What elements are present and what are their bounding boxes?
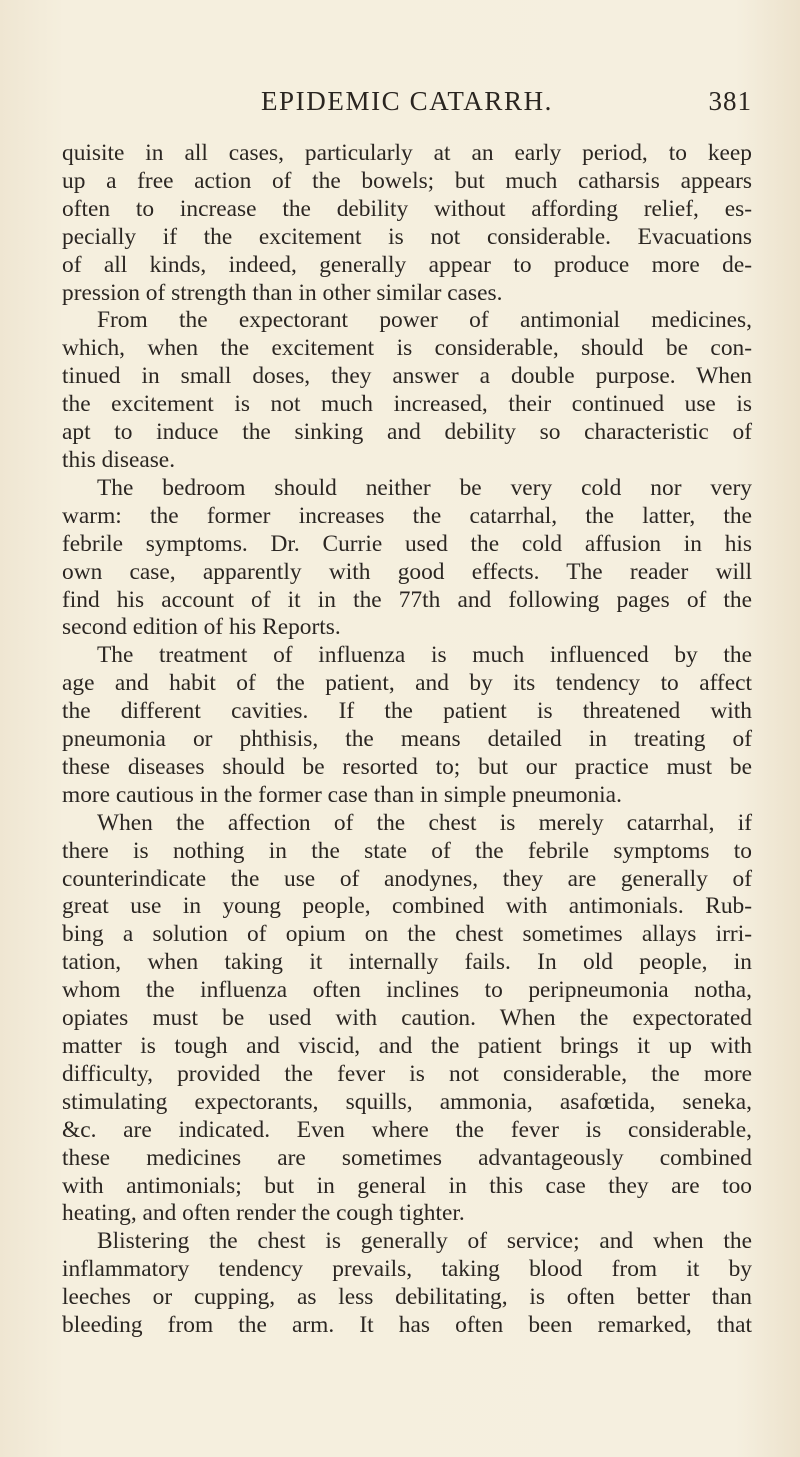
text-line: the excitement is not much increased, their continued use is <box>62 391 752 418</box>
paragraph <box>62 810 752 1229</box>
text-line: own case, apparently with good effects. The reader will <box>62 558 752 585</box>
text-line: febrile symptoms. Dr. Currie used the cold affusion in his <box>62 530 752 557</box>
text-line: apt to induce the sinking and debility so characteristic of <box>62 419 752 446</box>
paragraph <box>62 642 752 809</box>
text-line: these diseases should be resorted to; but our practice must be <box>62 753 752 780</box>
text-line: bing a solution of opium on the chest sometimes allays irri- <box>62 921 752 948</box>
text-line: up a free action of the bowels; but much catharsis appears <box>62 167 752 194</box>
text-line: find his account of it in the 77th and following pages of the <box>62 586 752 613</box>
text-line: difficulty, provided the fever is not considerable, the more <box>62 1060 752 1087</box>
text-line: tinued in small doses, they answer a double purpose. When <box>62 363 752 390</box>
text-line: often to increase the debility without affording relief, es- <box>62 195 752 222</box>
page-header <box>62 86 752 126</box>
text-line: From the expectorant power of antimonial medicines, <box>97 307 752 334</box>
text-line: age and habit of the patient, and by its tendency to affect <box>62 670 752 697</box>
text-line: warm: the former increases the catarrhal, the latter, the <box>62 502 752 529</box>
text-line: stimulating expectorants, squills, ammonia, asafœtida, seneka, <box>62 1088 752 1115</box>
text-line: tation, when taking it internally fails. In old people, in <box>62 949 752 976</box>
page-number: 381 <box>708 86 752 116</box>
paragraph <box>62 475 752 642</box>
text-line: The bedroom should neither be very cold nor very <box>97 474 752 501</box>
text-line: pneumonia or phthisis, the means detailed in treating of <box>62 726 752 753</box>
text-line: opiates must be used with caution. When the expectorated <box>62 1005 752 1032</box>
text-line: great use in young people, combined with antimonials. Rub- <box>62 893 752 920</box>
text-line: quisite in all cases, particularly at an early period, to keep <box>62 140 752 166</box>
text-line: the different cavities. If the patient is threatened with <box>62 698 752 725</box>
paragraph <box>62 1228 752 1340</box>
text-line: which, when the excitement is considerable, should be con- <box>62 335 752 362</box>
text-line: When the affection of the chest is merely catarrhal, if <box>97 809 752 836</box>
text-line: with antimonials; but in general in this case they are too <box>62 1172 752 1199</box>
text-line: these medicines are sometimes advantageously combined <box>62 1144 752 1171</box>
text-line: &c. are indicated. Even where the fever is considerable, <box>62 1116 752 1143</box>
text-line: inflammatory tendency prevails, taking blood from it by <box>62 1256 752 1283</box>
paragraph <box>62 140 752 307</box>
paragraph <box>62 307 752 474</box>
text-line: there is nothing in the state of the febrile symptoms to <box>62 837 752 864</box>
text-line: of all kinds, indeed, generally appear to produce more de- <box>62 251 752 278</box>
text-line: counterindicate the use of anodynes, they are generally of <box>62 865 752 892</box>
text-line: matter is tough and viscid, and the patient brings it up with <box>62 1033 752 1059</box>
text-line: more cautious in the former case than in simple pneumonia. <box>62 781 622 808</box>
text-line: heating, and often render the cough tighter. <box>62 1200 465 1227</box>
text-line: second edition of his Reports. <box>62 614 341 641</box>
text-line: leeches or cupping, as less debilitating, is often better than <box>62 1284 752 1311</box>
body-text <box>62 140 752 1340</box>
text-line: pression of strength than in other similar cases. <box>62 279 503 306</box>
text-line: The treatment of influenza is much influenced by the <box>97 642 752 669</box>
text-line: pecially if the excitement is not considerable. Evacuations <box>62 223 752 250</box>
text-line: bleeding from the arm. It has often been remarked, that <box>62 1312 752 1339</box>
text-line: Blistering the chest is generally of service; and when the <box>97 1228 752 1255</box>
text-line: this disease. <box>62 446 176 473</box>
running-head: EPIDEMIC CATARRH. <box>260 86 554 116</box>
text-line: whom the influenza often inclines to peripneumonia notha, <box>62 977 752 1004</box>
